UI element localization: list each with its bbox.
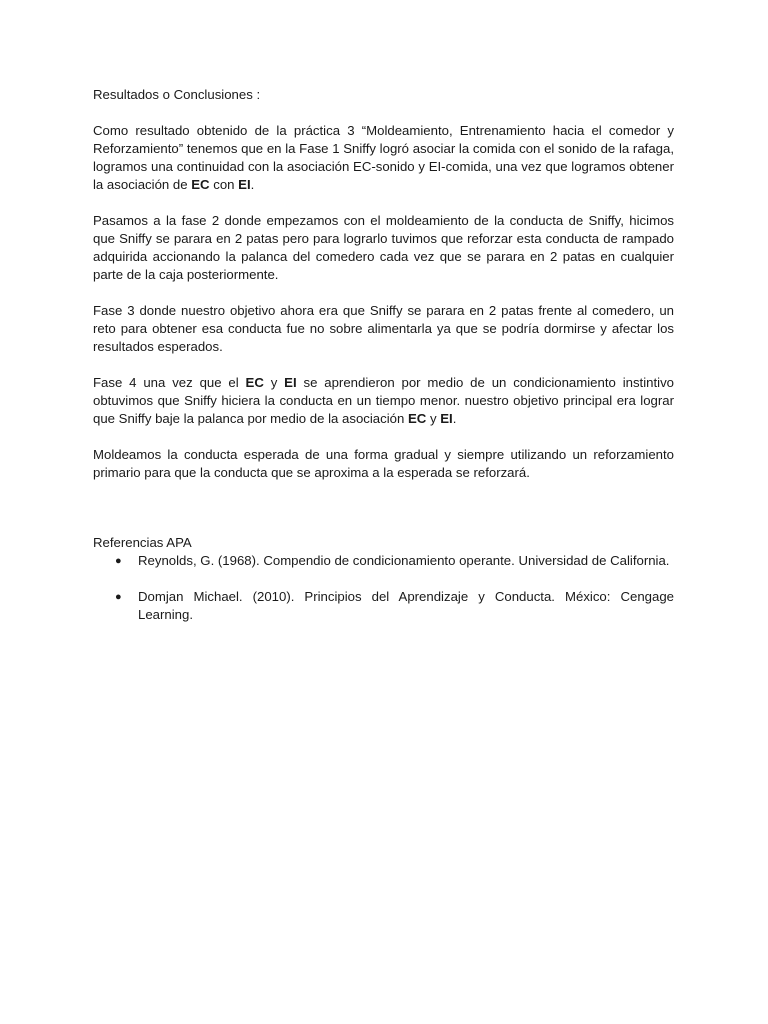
section-heading: Resultados o Conclusiones : [93, 87, 261, 102]
reference-text: Reynolds, G. (1968). Compendio de condicionamiento operante. Universidad de California. [138, 553, 670, 568]
paragraph-fase-1 [93, 122, 674, 194]
bullet-icon: ● [115, 591, 122, 603]
paragraph-fase-2: Pasamos a la fase 2 donde empezamos con el moldeamiento de la conducta de Sniffy, hicimos que Sniffy se parara en 2 patas pero para lograrlo tuvimos que reforzar esta conducta de rampado adquirida accionando la palanca del comedero cada vez que se parara en 2 patas en cualquier parte de la caja posteriormente. [93, 213, 674, 282]
paragraph-conclusion: Moldeamos la conducta esperada de una forma gradual y siempre utilizando un reforzamiento primario para que la conducta que se aproxima a la esperada se reforzará. [93, 447, 674, 480]
paragraph-text: . [452, 411, 457, 426]
bold-term-ec: EC [191, 177, 210, 192]
paragraph-text: y [426, 411, 441, 426]
bullet-icon: ● [115, 555, 122, 567]
paragraph-text: Como resultado obtenido de la práctica 3 “Moldeamiento, Entrenamiento hacia el comedor y Reforzamiento” tenemos que en la Fase 1 Sniffy logró asociar la comida con el sonido de la rafaga, logramos una continuidad con la asociación EC-sonido y EI-comida, una vez que logramos obtener la asociación de [93, 123, 674, 192]
bold-term-ec: EC [245, 375, 264, 390]
paragraph-fase-4 [93, 374, 674, 428]
bold-term-ei: EI [284, 375, 297, 390]
references-list [93, 552, 674, 624]
paragraph-text: con [209, 177, 239, 192]
paragraph-text: . [250, 177, 255, 192]
references-title: Referencias APA [93, 535, 192, 550]
bold-term-ec: EC [408, 411, 427, 426]
reference-item [93, 588, 674, 624]
reference-text: Domjan Michael. (2010). Principios del Aprendizaje y Conducta. México: Cengage Learning. [138, 589, 674, 622]
document-page [93, 86, 674, 642]
paragraph-text: se aprendieron por medio de un condicionamiento instintivo obtuvimos que Sniffy hiciera la conducta en un tiempo menor. nuestro objetivo principal era lograr que Sniffy baje la palanca por medio de la asociación [93, 375, 675, 426]
paragraph-fase-3: Fase 3 donde nuestro objetivo ahora era que Sniffy se parara en 2 patas frente al comedero, un reto para obtener esa conducta fue no sobre alimentarla ya que se podría dormirse y afectar los resultados esperados. [93, 303, 674, 354]
paragraph-text: Fase 4 una vez que el [93, 375, 246, 390]
bold-term-ei: EI [440, 411, 453, 426]
bold-term-ei: EI [238, 177, 251, 192]
paragraph-text: y [263, 375, 285, 390]
reference-item [93, 552, 674, 570]
